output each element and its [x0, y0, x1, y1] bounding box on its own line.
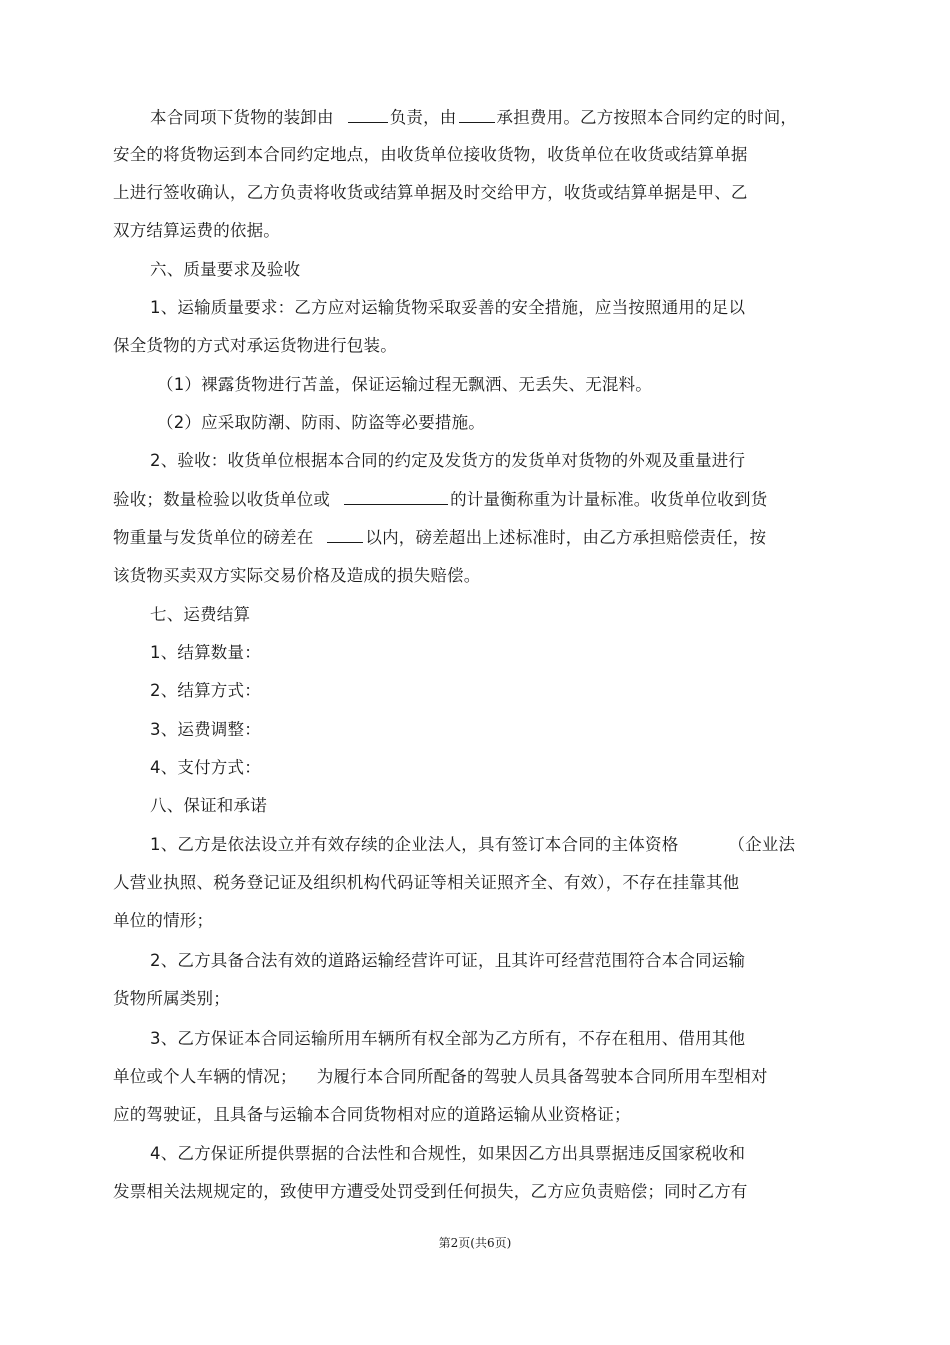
paragraph-line: 2、乙方具备合法有效的道路运输经营许可证，且其许可经营范围符合本合同运输: [150, 951, 746, 970]
paragraph-line: [150, 106, 797, 129]
fill-blank: [327, 526, 363, 543]
section-heading: 八、保证和承诺: [150, 796, 267, 815]
text-segment: 1、乙方是依法设立并有效存续的企业法人，具有签订本合同的主体资格: [150, 835, 679, 854]
list-item: 2、结算方式：: [150, 681, 261, 700]
paragraph-line: 应的驾驶证，且具备与运输本合同货物相对应的道路运输从业资格证；: [113, 1105, 631, 1124]
paragraph-line: 人营业执照、税务登记证及组织机构代码证等相关证照齐全、有效），不存在挂靠其他: [113, 873, 740, 892]
paragraph-line: 单位的情形；: [113, 911, 214, 930]
text-segment: 为履行本合同所配备的驾驶人员具备驾驶本合同所用车型相对: [316, 1067, 768, 1086]
page-number: 第2页(共6页): [438, 1236, 512, 1250]
text-segment: 单位或个人车辆的情况；: [113, 1067, 297, 1086]
paragraph-line: （1）裸露货物进行苫盖，保证运输过程无飘洒、无丢失、无混料。: [157, 375, 652, 394]
paragraph-line: [113, 526, 766, 549]
text-segment: 承担费用。乙方按照本合同约定的时间，: [496, 108, 798, 127]
fill-blank: [344, 488, 448, 505]
paragraph-line: 该货物买卖双方实际交易价格及造成的损失赔偿。: [113, 566, 481, 585]
fill-blank: [459, 106, 495, 123]
list-item: 3、运费调整：: [150, 720, 261, 739]
text-segment: 验收；数量检验以收货单位或: [113, 490, 331, 509]
paragraph-line: 发票相关法规规定的，致使甲方遭受处罚受到任何损失，乙方应负责赔偿；同时乙方有: [113, 1182, 748, 1201]
text-segment: （企业法: [728, 835, 796, 854]
paragraph-line: 4、乙方保证所提供票据的合法性和合规性，如果因乙方出具票据违反国家税收和: [150, 1144, 746, 1163]
paragraph-line: 2、验收：收货单位根据本合同的约定及发货方的发货单对货物的外观及重量进行: [150, 451, 746, 470]
section-heading: 六、质量要求及验收: [150, 260, 301, 279]
paragraph-line: 3、乙方保证本合同运输所用车辆所有权全部为乙方所有，不存在租用、借用其他: [150, 1029, 746, 1048]
paragraph-line: 1、运输质量要求：乙方应对运输货物采取妥善的安全措施，应当按照通用的足以: [150, 298, 746, 317]
paragraph-line: [150, 834, 795, 856]
paragraph-line: [113, 1066, 768, 1088]
text-segment: 的计量衡称重为计量标准。收货单位收到货: [450, 490, 768, 509]
list-item: 1、结算数量：: [150, 643, 261, 662]
paragraph-line: [113, 488, 767, 511]
section-heading: 七、运费结算: [150, 605, 251, 624]
text-segment: 物重量与发货单位的磅差在: [113, 528, 314, 547]
paragraph-line: 双方结算运费的依据。: [113, 221, 280, 240]
paragraph-line: （2）应采取防潮、防雨、防盗等必要措施。: [157, 413, 485, 432]
text-segment: 以内，磅差超出上述标准时，由乙方承担赔偿责任，按: [365, 528, 767, 547]
paragraph-line: 保全货物的方式对承运货物进行包装。: [113, 336, 397, 355]
list-item: 4、支付方式：: [150, 758, 261, 777]
fill-blank: [348, 106, 388, 123]
text-segment: 本合同项下货物的装卸由: [150, 108, 334, 127]
paragraph-line: 货物所属类别；: [113, 989, 230, 1008]
text-segment: 负责，由: [389, 108, 457, 127]
paragraph-line: 上进行签收确认，乙方负责将收货或结算单据及时交给甲方，收货或结算单据是甲、乙: [113, 183, 748, 202]
paragraph-line: 安全的将货物运到本合同约定地点，由收货单位接收货物，收货单位在收货或结算单据: [113, 145, 748, 164]
